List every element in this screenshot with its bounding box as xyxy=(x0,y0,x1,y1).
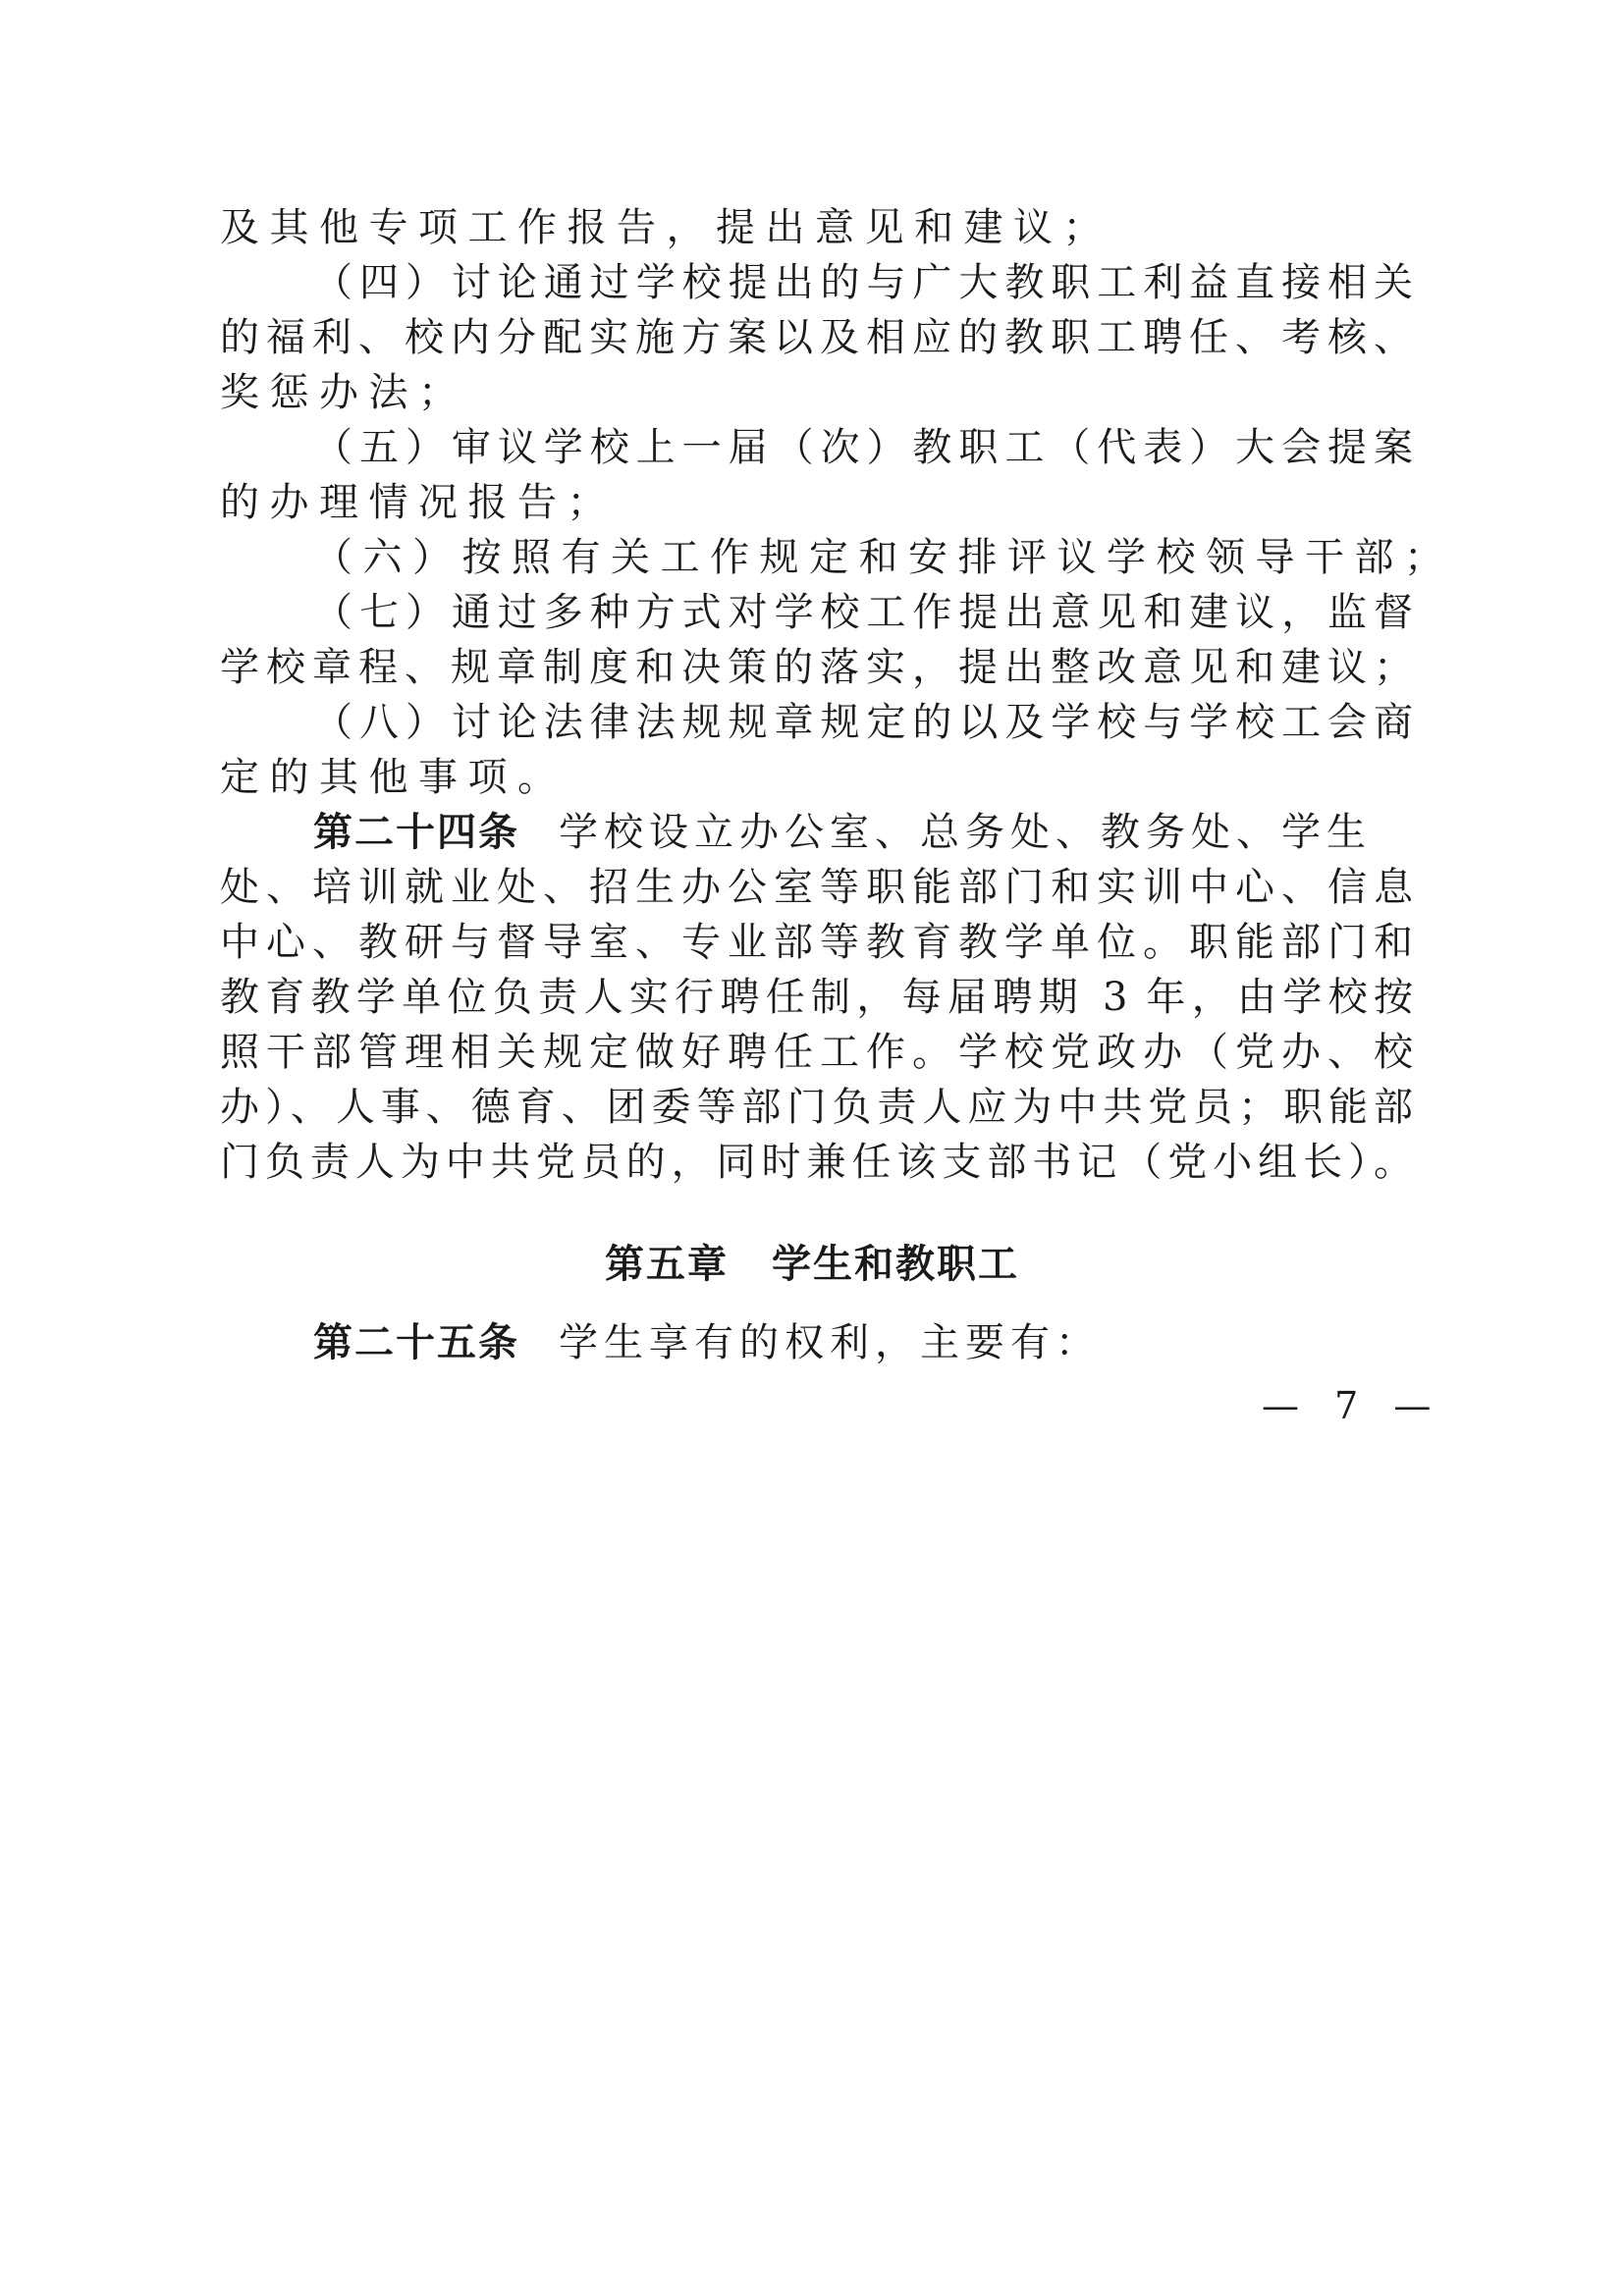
item-four-line: （四）讨论通过学校提出的与广大教职工利益直接相关 xyxy=(313,260,1413,305)
paragraph-line: 及其他专项工作报告，提出意见和建议； xyxy=(220,205,1112,250)
article-24-line: 门负责人为中共党员的，同时兼任该支部书记（党小组长）。 xyxy=(220,1140,1413,1185)
item-eight-line: 定的其他事项。 xyxy=(220,755,568,800)
item-four-line: 的福利、校内分配实施方案以及相应的教职工聘任、考核、 xyxy=(220,315,1413,360)
article-25-label: 第二十五条 xyxy=(313,1319,519,1365)
chapter-number: 第五章 xyxy=(605,1241,729,1287)
article-25-text: 学生享有的权利，主要有： xyxy=(559,1320,1101,1365)
item-seven-line: 学校章程、规章制度和决策的落实，提出整改意见和建议； xyxy=(220,645,1413,690)
item-four-line: 奖惩办法； xyxy=(220,370,468,415)
article-24-label: 第二十四条 xyxy=(313,809,519,855)
article-24-line: 处、培训就业处、招生办公室等职能部门和实训中心、信息 xyxy=(220,865,1413,910)
article-24-line: 照干部管理相关规定做好聘任工作。学校党政办（党办、校 xyxy=(220,1030,1413,1075)
page-number: — 7 — xyxy=(1262,1384,1443,1427)
article-24-line: 办）、人事、德育、团委等部门负责人应为中共党员；职能部 xyxy=(220,1085,1413,1130)
article-24-line: 中心、教研与督导室、专业部等教育教学单位。职能部门和 xyxy=(220,920,1413,965)
item-five-line: 的办理情况报告； xyxy=(220,480,617,525)
article-25-line xyxy=(313,1317,1413,1368)
chapter-heading xyxy=(0,1239,1624,1290)
item-six-line: （六）按照有关工作规定和安排评议学校领导干部； xyxy=(313,535,1454,580)
item-seven-line: （七）通过多种方式对学校工作提出意见和建议，监督 xyxy=(313,590,1413,635)
item-eight-line: （八）讨论法律法规规章规定的以及学校与学校工会商 xyxy=(313,700,1413,745)
item-five-line: （五）审议学校上一届（次）教职工（代表）大会提案 xyxy=(313,425,1413,470)
article-24-first-line xyxy=(313,807,1413,858)
article-24-line: 教育教学单位负责人实行聘任制，每届聘期 3 年，由学校按 xyxy=(220,975,1413,1020)
article-24-text: 学校设立办公室、总务处、教务处、学生 xyxy=(559,810,1372,855)
chapter-title: 学生和教职工 xyxy=(772,1241,1019,1287)
